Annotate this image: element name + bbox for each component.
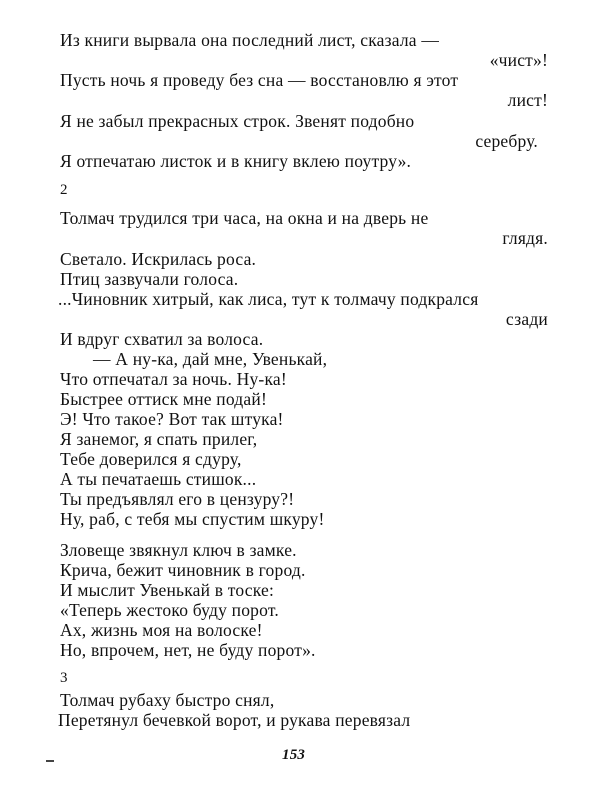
text-line: — А ну-ка, дай мне, Увенькай, [93, 349, 328, 369]
text-line: И мыслит Увенькай в тоске: [60, 580, 275, 600]
text-line: Птиц зазвучали голоса. [60, 269, 239, 289]
text-line: Ну, раб, с тебя мы спустим шкуру! [60, 509, 325, 529]
text-line: Толмач рубаху быстро снял, [60, 690, 275, 710]
margin-mark [46, 760, 54, 762]
text-line: серебру. [475, 131, 538, 151]
text-line: сзади [505, 309, 548, 329]
text-line: Ах, жизнь моя на волоске! [60, 620, 263, 640]
text-line: Толмач трудился три часа, на окна и на дверь не [60, 208, 429, 228]
text-line: И вдруг схватил за волоса. [60, 329, 264, 349]
text-line: лист! [507, 90, 548, 110]
text-line: Э! Что такое? Вот так штука! [60, 409, 284, 429]
text-line: «чист»! [489, 50, 548, 70]
section-number: 3 [60, 670, 68, 686]
text-line: Тебе доверился я сдуру, [60, 449, 242, 469]
text-line: «Теперь жестоко буду порот. [60, 600, 279, 620]
text-line: Ты предъявлял его в цензуру?! [60, 489, 295, 509]
text-line: Светало. Искрилась роса. [60, 249, 257, 269]
text-line: Но, впрочем, нет, не буду порот». [60, 640, 316, 660]
text-line: Зловеще звякнул ключ в замке. [60, 540, 297, 560]
text-line: Что отпечатал за ночь. Ну-ка! [60, 369, 287, 389]
text-line: Перетянул бечевкой ворот, и рукава перевязал [58, 710, 411, 730]
text-line: Я отпечатаю листок и в книгу вклею поутру». [60, 151, 412, 171]
text-line: ...Чиновник хитрый, как лиса, тут к толмачу подкрался [58, 289, 479, 309]
text-line: Крича, бежит чиновник в город. [60, 560, 306, 580]
text-line: Я занемог, я спать прилег, [60, 429, 258, 449]
text-line: Я не забыл прекрасных строк. Звенят подобно [60, 111, 415, 131]
text-line: Быстрее оттиск мне подай! [60, 389, 267, 409]
text-line: Пусть ночь я проведу без сна — восстановлю я этот [60, 70, 459, 90]
section-number: 2 [60, 182, 68, 198]
page-number: 153 [282, 747, 306, 763]
text-line: Из книги вырвала она последний лист, сказала — [60, 30, 440, 50]
text-line: глядя. [502, 228, 548, 248]
text-line: А ты печатаешь стишок... [60, 469, 257, 489]
